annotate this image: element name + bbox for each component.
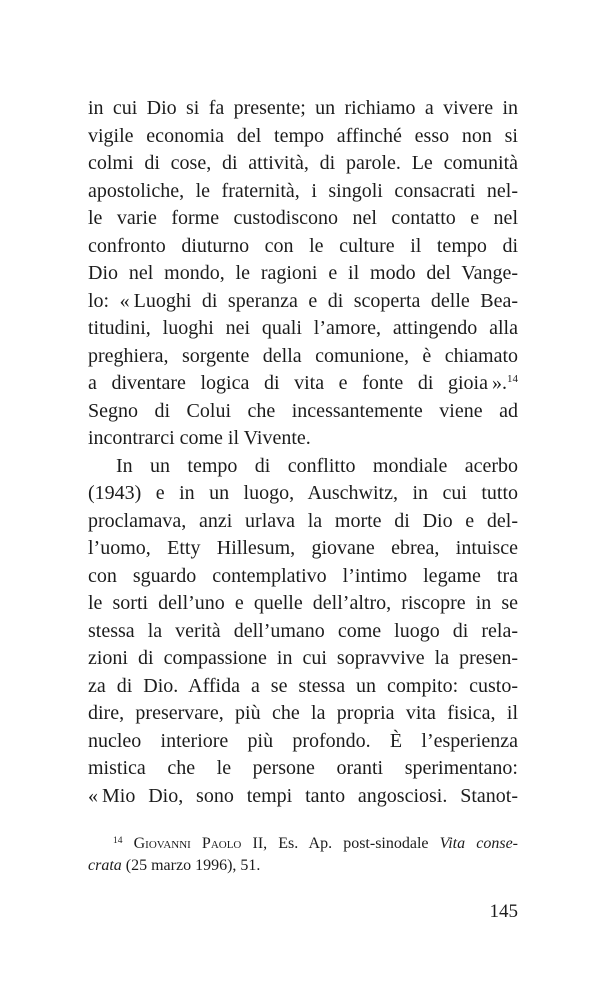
text-line: lo: « Luoghi di speranza e di scoperta delle Bea- — [88, 289, 518, 312]
text-line: con sguardo contemplativo l’intimo legame tra — [88, 564, 518, 587]
page-number: 145 — [489, 901, 518, 922]
footnote-line — [88, 833, 518, 855]
text-line: in cui Dio si fa presente; un richiamo a vivere in — [88, 97, 518, 119]
text-line: In un tempo di conflitto mondiale acerbo — [116, 454, 518, 477]
body-text — [88, 95, 518, 810]
text-line: vigile economia del tempo affinché esso non si — [88, 124, 518, 147]
text-line: apostoliche, le fraternità, i singoli consacrati nel- — [88, 179, 518, 202]
footnote-line — [88, 855, 518, 877]
footnote-marker: 14 — [113, 836, 123, 846]
text-line: zioni di compassione in cui sopravvive la presen- — [88, 647, 518, 669]
footnote-text-segment: , Es. Ap. post-sinodale — [263, 835, 440, 852]
footnote-text-segment: crata — [88, 857, 122, 874]
text-line: incontrarci come il Vivente. — [88, 427, 311, 449]
text-line: l’uomo, Etty Hillesum, giovane ebrea, intuisce — [88, 537, 518, 559]
paragraph — [88, 453, 518, 811]
text-line: stessa la verità dell’umano come luogo di rela- — [88, 619, 518, 642]
text-line: titudini, luoghi nei quali l’amore, attingendo alla — [88, 317, 518, 339]
footnote-text-segment: Giovanni Paolo II — [133, 835, 264, 852]
footnote-text-segment: (25 marzo 1996), 51. — [121, 857, 261, 874]
footnote — [88, 833, 518, 877]
footnote-text-segment — [123, 835, 134, 852]
text-line: confronto diuturno con le culture il tempo di — [88, 234, 518, 257]
paragraph — [88, 95, 518, 453]
text-line: « Mio Dio, sono tempi tanto angosciosi. Stanot- — [88, 784, 518, 807]
text-line: mistica che le persone oranti sperimentano: — [88, 757, 518, 779]
text-line: dire, preservare, più che la propria vita fisica, il — [88, 702, 518, 724]
text-line: le sorti dell’uno e quelle dell’altro, riscopre in se — [88, 592, 518, 614]
text-line: nucleo interiore più profondo. È l’esperienza — [88, 729, 518, 752]
text-line: preghiera, sorgente della comunione, è chiamato — [88, 344, 518, 367]
text-line: za di Dio. Affida a se stessa un compito: custo- — [88, 674, 518, 697]
text-line: a diventare logica di vita e fonte di gioia ».$^{14}$ — [88, 372, 518, 394]
text-line: proclamava, anzi urlava la morte di Dio e del- — [88, 509, 518, 532]
text-line: Dio nel mondo, le ragioni e il modo del Vange- — [88, 262, 518, 284]
text-line: colmi di cose, di attività, di parole. Le comunità — [88, 152, 518, 174]
text-line: le varie forme custodiscono nel contatto e nel — [88, 207, 518, 229]
text-line: Segno di Colui che incessantemente viene ad — [88, 399, 518, 422]
text-line: (1943) e in un luogo, Auschwitz, in cui tutto — [88, 482, 518, 504]
footnote-text-segment: Vita conse- — [439, 835, 518, 852]
footnote-reference: 14 — [507, 373, 518, 385]
